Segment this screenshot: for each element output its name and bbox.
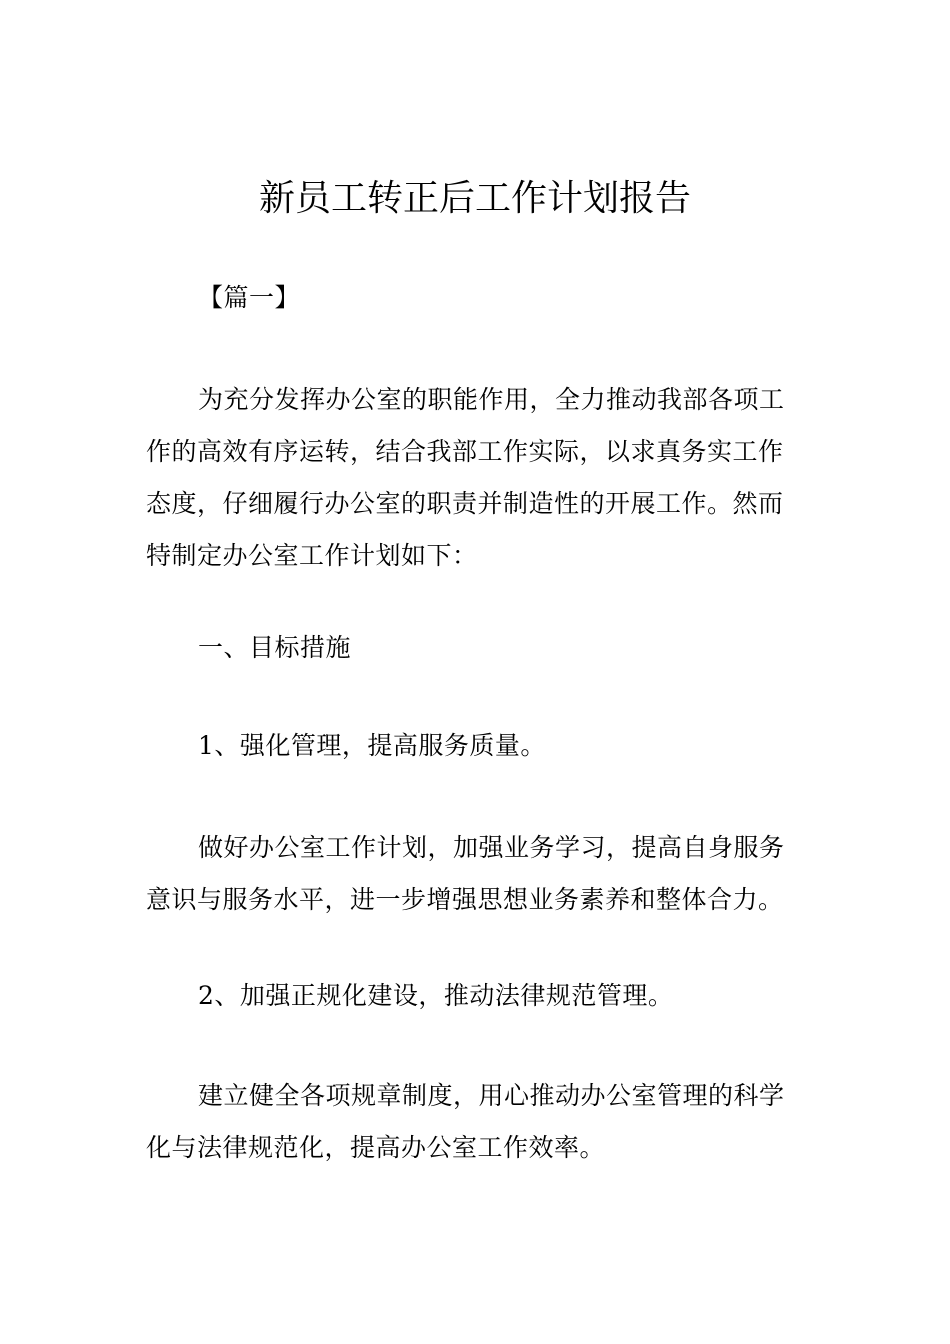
intro-line-4: 特制定办公室工作计划如下： bbox=[146, 541, 478, 570]
intro-line-2: 作的高效有序运转，结合我部工作实际，以求真务实工作 bbox=[146, 437, 784, 466]
item-2-line-1: 建立健全各项规章制度，用心推动办公室管理的科学 bbox=[198, 1081, 785, 1110]
heading-1-text: 一、目标措施 bbox=[198, 633, 352, 662]
intro-line-3: 态度，仔细履行办公室的职责并制造性的开展工作。然而 bbox=[146, 489, 784, 518]
intro-paragraph bbox=[146, 374, 806, 582]
item-1-title bbox=[146, 720, 806, 772]
item-1-line-1: 做好办公室工作计划，加强业务学习，提高自身服务 bbox=[198, 833, 785, 862]
item-2-paragraph bbox=[146, 1070, 806, 1174]
section-label bbox=[146, 272, 806, 324]
item-2-line-2: 化与法律规范化，提高办公室工作效率。 bbox=[146, 1133, 606, 1162]
item-2-title bbox=[146, 970, 806, 1022]
item-2-title-text: 2、加强正规化建设，推动法律规范管理。 bbox=[198, 981, 674, 1010]
heading-1 bbox=[146, 622, 806, 674]
document-title: 新员工转正后工作计划报告 bbox=[258, 178, 691, 219]
item-1-line-2: 意识与服务水平，进一步增强思想业务素养和整体合力。 bbox=[146, 885, 784, 914]
item-1-title-text: 1、强化管理，提高服务质量。 bbox=[198, 731, 546, 760]
section-label-text: 【篇一】 bbox=[198, 283, 301, 312]
item-1-paragraph bbox=[146, 822, 806, 926]
intro-line-1: 为充分发挥办公室的职能作用，全力推动我部各项工 bbox=[198, 385, 785, 414]
